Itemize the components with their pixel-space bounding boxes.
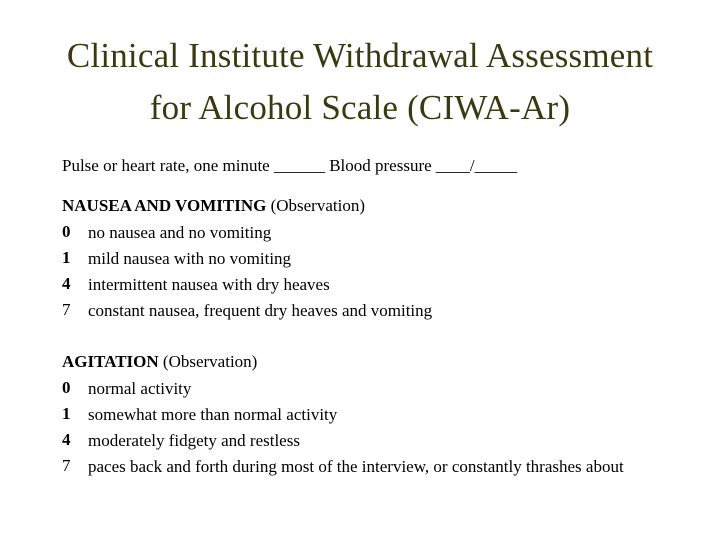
section-heading: [62, 193, 702, 219]
section-heading-note: (Observation): [158, 352, 258, 371]
section-heading-name: AGITATION: [62, 352, 159, 371]
section-heading-name: NAUSEA AND VOMITING: [62, 196, 267, 215]
assessment-content: [62, 153, 702, 479]
list-item: [62, 271, 702, 297]
vitals-line: Pulse or heart rate, one minute ______ Blood pressure ____/_____: [62, 156, 518, 175]
item-score: 4: [62, 274, 71, 293]
section-agitation: [62, 349, 702, 479]
section-heading-note: (Observation): [266, 196, 365, 215]
title-line-2: for Alcohol Scale (CIWA-Ar): [149, 88, 571, 127]
item-text: mild nausea with no vomiting: [88, 248, 292, 268]
list-item: [62, 297, 702, 323]
title-line-1: Clinical Institute Withdrawal Assessment: [66, 36, 654, 75]
item-score: 4: [62, 430, 71, 449]
item-score: 1: [62, 404, 71, 423]
list-item: [62, 453, 702, 479]
item-text: moderately fidgety and restless: [88, 430, 300, 450]
item-score: 7: [62, 300, 71, 319]
page-title: [0, 30, 720, 134]
list-item: [62, 375, 702, 401]
list-item: [62, 427, 702, 453]
item-text: constant nausea, frequent dry heaves and vomiting: [88, 300, 433, 320]
item-score: 7: [62, 456, 71, 475]
item-text: normal activity: [88, 378, 192, 398]
section-nausea-vomiting: [62, 193, 702, 323]
list-item: [62, 245, 702, 271]
item-text: paces back and forth during most of the interview, or constantly thrashes about: [88, 456, 624, 476]
item-score: 1: [62, 248, 71, 267]
item-score: 0: [62, 378, 71, 397]
list-item: [62, 219, 702, 245]
item-score: 0: [62, 222, 71, 241]
item-text: somewhat more than normal activity: [88, 404, 338, 424]
item-text: no nausea and no vomiting: [88, 222, 272, 242]
item-text: intermittent nausea with dry heaves: [88, 274, 330, 294]
list-item: [62, 401, 702, 427]
section-heading: [62, 349, 702, 375]
